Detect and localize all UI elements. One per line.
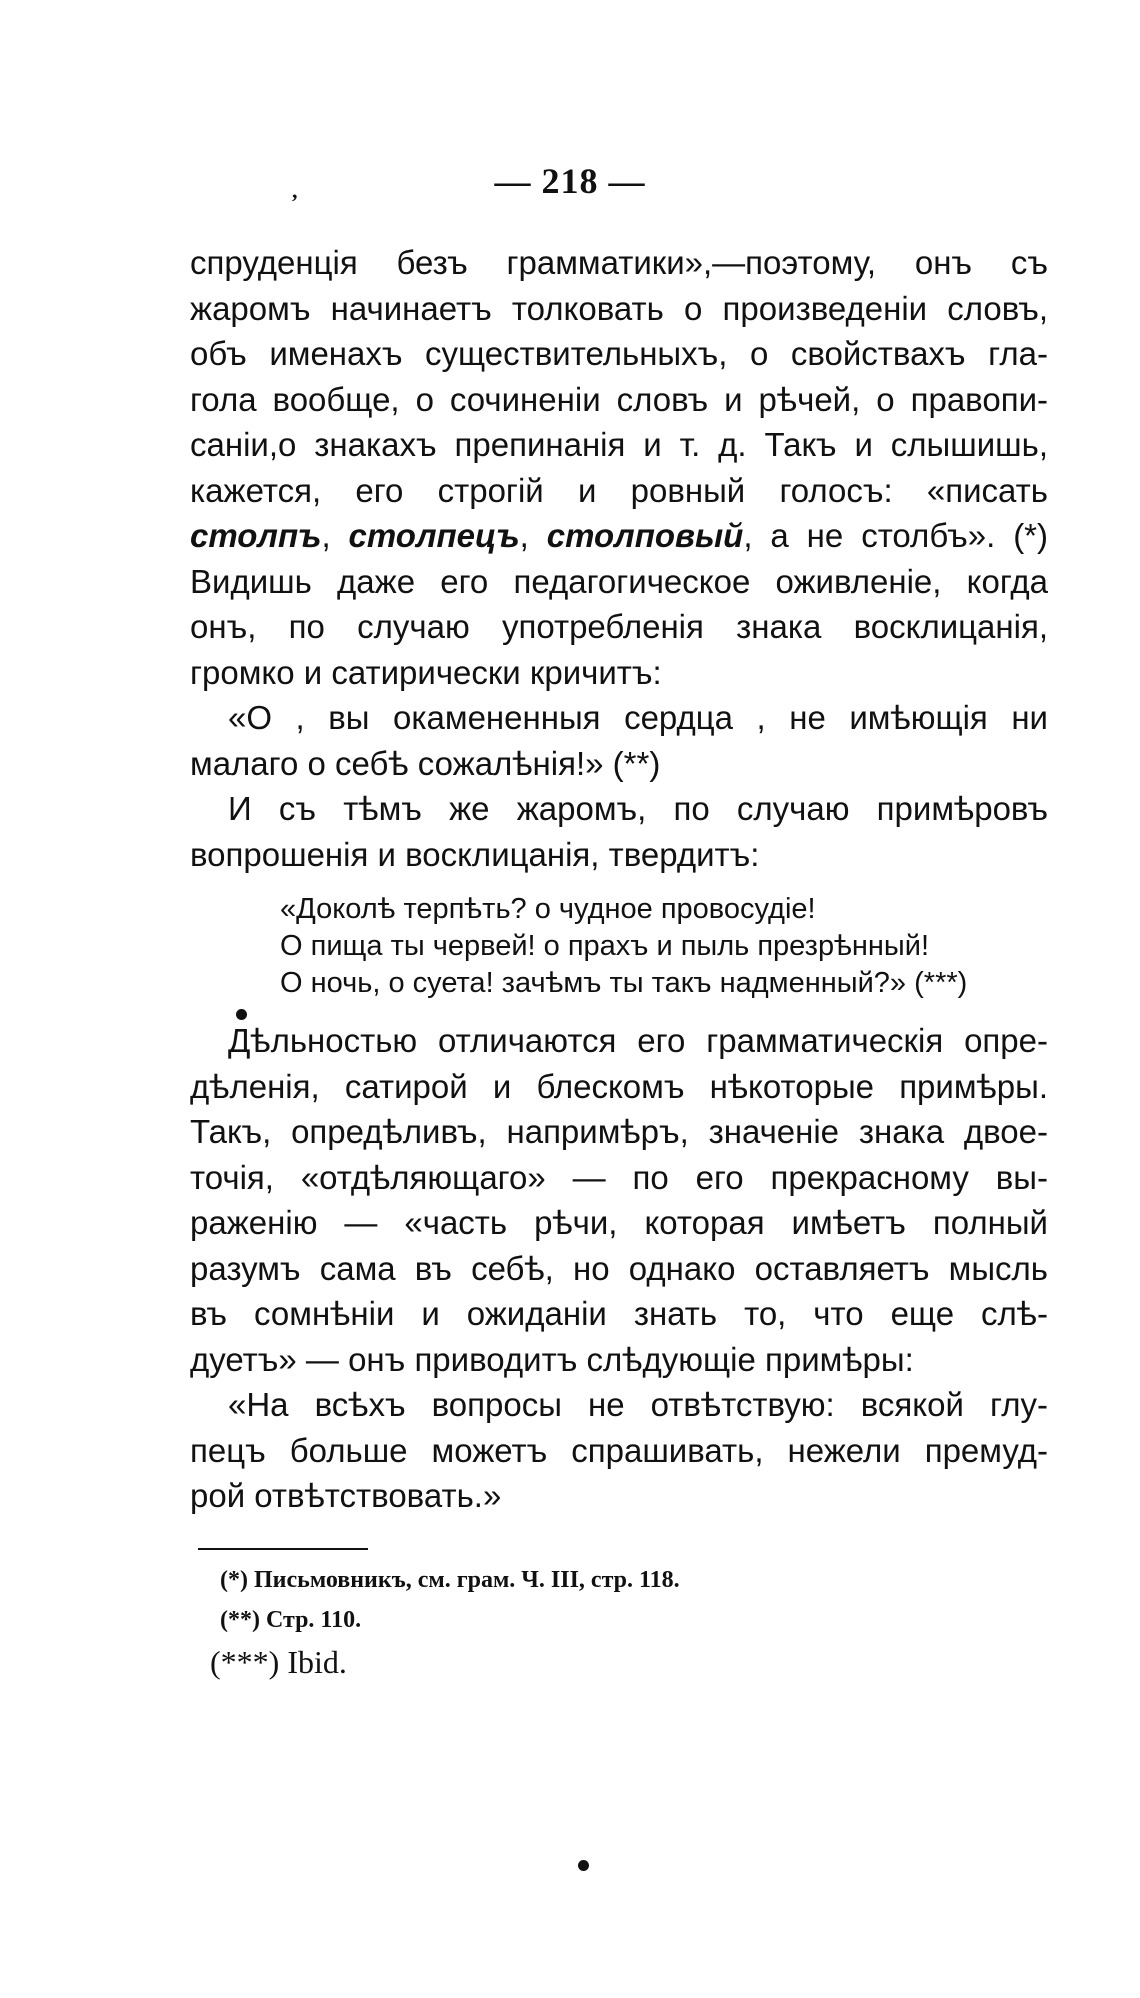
text-line: «О , вы окамененныя сердца , не имѣющія ни bbox=[228, 699, 1048, 736]
stray-mark: , bbox=[292, 178, 298, 203]
italic-word: столпъ bbox=[190, 517, 322, 554]
text-line: И съ тѣмъ же жаромъ, по случаю примѣровъ bbox=[228, 790, 1048, 827]
text-line: кажется, его строгій и ровный голосъ: «писать bbox=[190, 471, 1048, 509]
text-line: дуетъ» — онъ приводитъ слѣдующіе примѣры: bbox=[190, 1340, 914, 1378]
italic-word: столпецъ bbox=[348, 517, 520, 554]
text-line-italic: столпъ, столпецъ, столповый, а не столбъ». (*) bbox=[190, 517, 1049, 554]
text-line: Дѣльностью отличаются его грамматическія опре- bbox=[228, 1022, 1048, 1059]
footnote: (***) Ibid. bbox=[210, 1644, 347, 1680]
footnotes bbox=[210, 1560, 680, 1682]
ink-speck bbox=[236, 1009, 247, 1020]
text-line: разумъ сама въ себѣ, но однако оставляетъ мысль bbox=[190, 1249, 1048, 1287]
text-line: точія, «отдѣляющаго» — по его прекрасному вы- bbox=[190, 1158, 1048, 1196]
text-line: рой отвѣтствовать.» bbox=[190, 1477, 502, 1514]
verse-line: О пища ты червей! о прахъ и пыль презрѣнный! bbox=[280, 930, 930, 962]
text-line: спруденція безъ грамматики»,—поэтому, онъ съ bbox=[190, 244, 1048, 281]
text-line: жаромъ начинаетъ толковать о произведеніи словъ, bbox=[190, 289, 1048, 327]
text-line: онъ, по случаю употребленія знака восклицанія, bbox=[190, 608, 1048, 645]
text-line: малаго о себѣ сожалѣнія!» (**) bbox=[190, 744, 661, 782]
text-line: Видишь даже его педагогическое оживленіе, когда bbox=[190, 562, 1048, 600]
footnote: (*) Письмовникъ, см. грам. Ч. III, стр. 118. bbox=[220, 1567, 680, 1593]
italic-word: столповый bbox=[546, 517, 744, 554]
body-text bbox=[190, 240, 1048, 1519]
text-line: саніи,о знакахъ препинанія и т. д. Такъ и слышишь, bbox=[190, 426, 1048, 463]
verse-line: «Доколѣ терпѣть? о чудное провосудіе! bbox=[280, 893, 816, 925]
text-line: громко и сатирически кричитъ: bbox=[190, 653, 662, 691]
text-line: гола вообще, о сочиненіи словъ и рѣчей, о правопи- bbox=[190, 380, 1048, 418]
footnote: (**) Стр. 110. bbox=[220, 1607, 362, 1633]
text-line: дѣленія, сатирой и блескомъ нѣкоторые примѣры. bbox=[190, 1067, 1048, 1105]
verse-quote bbox=[190, 891, 1048, 1002]
page-number: — 218 — bbox=[494, 161, 646, 201]
text-line: Такъ, опредѣливъ, напримѣръ, значеніе знака двое- bbox=[190, 1113, 1048, 1150]
text-line: объ именахъ существительныхъ, о свойствахъ гла- bbox=[190, 335, 1048, 372]
text-line: вопрошенія и восклицанія, твердитъ: bbox=[190, 835, 760, 873]
ink-speck bbox=[578, 1860, 589, 1871]
footnote-rule bbox=[198, 1548, 368, 1550]
text-line: раженію — «часть рѣчи, которая имѣетъ полный bbox=[190, 1204, 1048, 1241]
text-fragment: , а не столбъ». (*) bbox=[743, 517, 1049, 554]
text-line: въ сомнѣніи и ожиданіи знать то, что еще слѣ- bbox=[190, 1295, 1048, 1332]
text-line: «На всѣхъ вопросы не отвѣтствую: всякой глу- bbox=[228, 1386, 1048, 1423]
verse-line: О ночь, о суета! зачѣмъ ты такъ надменный?» (***) bbox=[280, 967, 968, 999]
text-line: пецъ больше можетъ спрашивать, нежели премуд- bbox=[190, 1431, 1048, 1469]
